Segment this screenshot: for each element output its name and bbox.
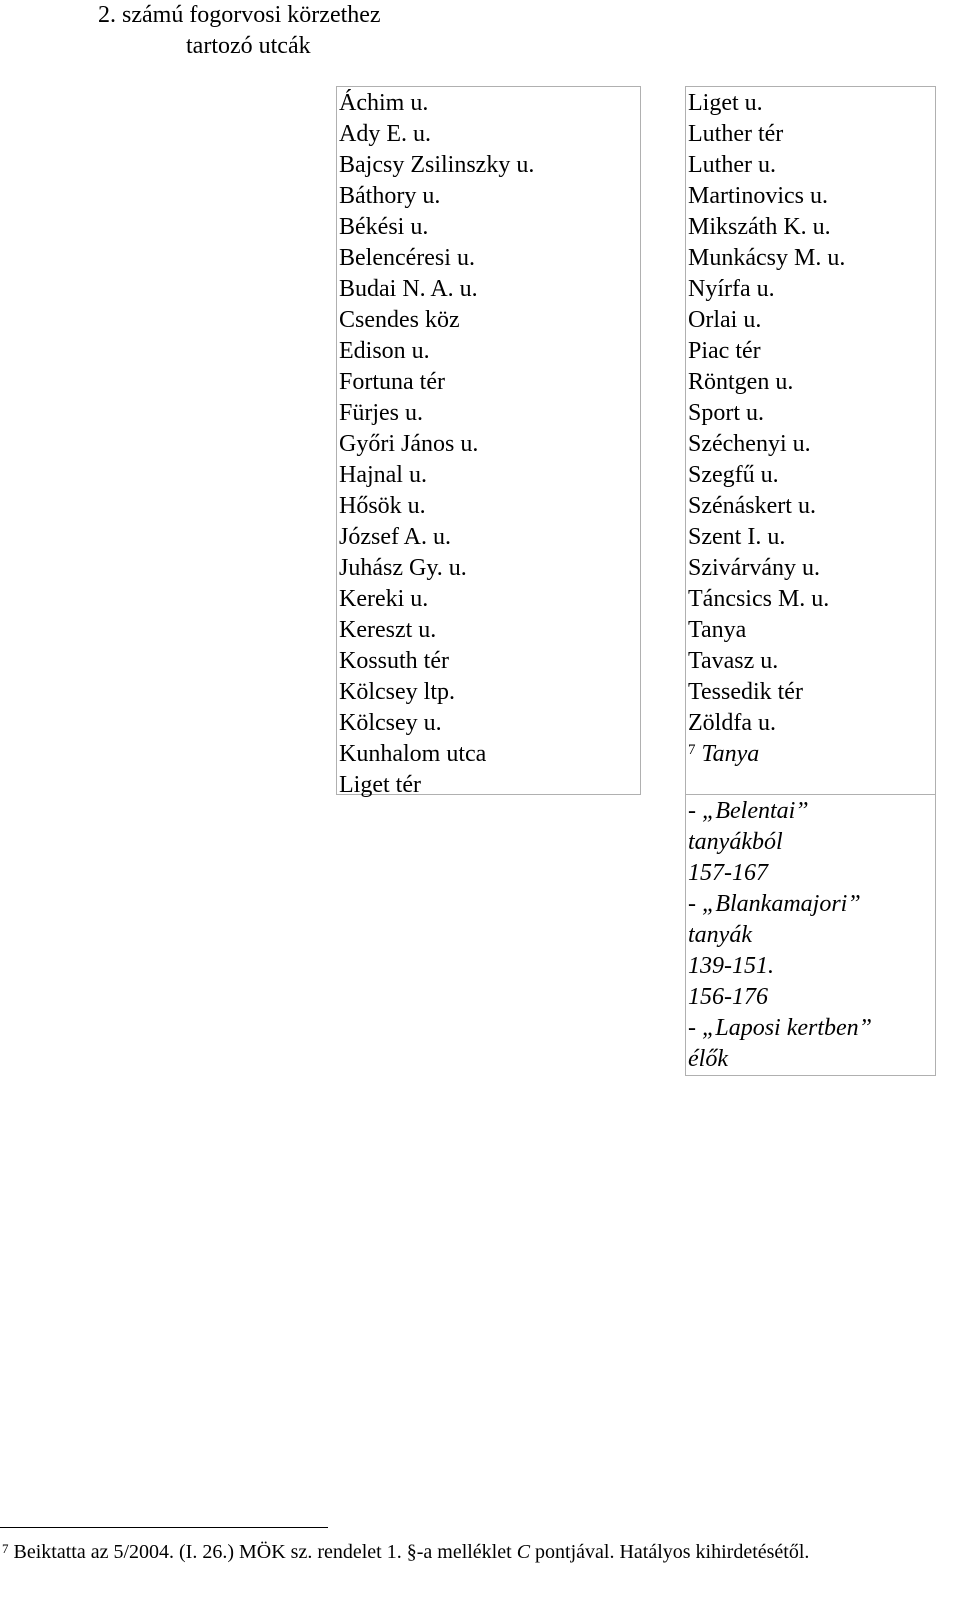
tanya-note-line: 139-151. xyxy=(688,953,774,979)
street-name: Piac tér xyxy=(688,338,761,364)
street-name: Munkácsy M. u. xyxy=(688,245,846,271)
footnote-text-after: pontjával. Hatályos kihirdetésétől. xyxy=(530,1541,810,1563)
street-name: Táncsics M. u. xyxy=(688,586,830,612)
street-name: Kölcsey ltp. xyxy=(339,679,455,705)
street-name: Hősök u. xyxy=(339,493,426,519)
street-name: Szivárvány u. xyxy=(688,555,820,581)
street-name: Tessedik tér xyxy=(688,679,803,705)
street-name: Sport u. xyxy=(688,400,765,426)
footnote-text-before: Beiktatta az 5/2004. (I. 26.) MÖK sz. rendelet 1. §-a melléklet xyxy=(13,1541,517,1563)
street-name: Liget tér xyxy=(339,772,421,798)
tanya-notes-cell xyxy=(685,794,936,1076)
street-name: Budai N. A. u. xyxy=(339,276,478,302)
street-name: Nyírfa u. xyxy=(688,276,775,302)
street-list-left-cell xyxy=(336,86,641,798)
street-list-right-cell xyxy=(685,86,936,795)
street-name: Mikszáth K. u. xyxy=(688,214,831,240)
tanya-note-line: tanyákból xyxy=(688,829,783,855)
footnote xyxy=(2,1539,809,1565)
street-list-right xyxy=(688,88,935,739)
street-name: Martinovics u. xyxy=(688,183,828,209)
street-name: József A. u. xyxy=(339,524,451,550)
street-name: Szent I. u. xyxy=(688,524,786,550)
street-name: Liget u. xyxy=(688,90,763,116)
footnote-ref-7: 7 xyxy=(688,742,696,758)
street-name: Áchim u. xyxy=(339,90,429,116)
street-name: Kölcsey u. xyxy=(339,710,442,736)
street-name: Csendes köz xyxy=(339,307,460,333)
tanya-note-line: 157-167 xyxy=(688,860,768,886)
street-name: Kunhalom utca xyxy=(339,741,487,767)
heading-line-2: tartozó utcák xyxy=(186,33,311,59)
street-name: Zöldfa u. xyxy=(688,710,776,736)
street-name: Hajnal u. xyxy=(339,462,427,488)
street-name: Győri János u. xyxy=(339,431,479,457)
document-heading xyxy=(98,0,381,62)
street-name: Belencéresi u. xyxy=(339,245,475,271)
street-name: Báthory u. xyxy=(339,183,441,209)
street-name: Széchenyi u. xyxy=(688,431,811,457)
street-name: Szénáskert u. xyxy=(688,493,816,519)
street-name: Bajcsy Zsilinszky u. xyxy=(339,152,535,178)
street-name: Orlai u. xyxy=(688,307,762,333)
street-name: Juhász Gy. u. xyxy=(339,555,467,581)
street-name: Luther u. xyxy=(688,152,776,178)
street-name: Kossuth tér xyxy=(339,648,449,674)
street-name: Békési u. xyxy=(339,214,429,240)
tanya-note-line: tanyák xyxy=(688,922,752,948)
amended-entry xyxy=(688,739,935,770)
street-name: Tavasz u. xyxy=(688,648,779,674)
street-name: Edison u. xyxy=(339,338,430,364)
street-name: Fortuna tér xyxy=(339,369,445,395)
heading-line-1: 2. számú fogorvosi körzethez xyxy=(98,2,381,28)
street-name: Kereszt u. xyxy=(339,617,437,643)
street-name: Szegfű u. xyxy=(688,462,779,488)
street-name: Kereki u. xyxy=(339,586,429,612)
street-name: Tanya xyxy=(688,617,747,643)
footnote-separator xyxy=(0,1527,328,1528)
footnote-marker: 7 xyxy=(2,1541,9,1556)
street-list-left xyxy=(339,88,640,801)
tanya-note-line: - „Blankamajori” xyxy=(688,891,861,917)
tanya-note-line: élők xyxy=(688,1046,728,1072)
footnote-italic-letter: C xyxy=(516,1541,531,1563)
street-name: Ady E. u. xyxy=(339,121,431,147)
street-name: Röntgen u. xyxy=(688,369,794,395)
amended-entry-text: Tanya xyxy=(701,741,760,767)
tanya-notes xyxy=(688,796,935,1075)
tanya-note-line: - „Laposi kertben” xyxy=(688,1015,873,1041)
street-name: Fürjes u. xyxy=(339,400,423,426)
tanya-note-line: 156-176 xyxy=(688,984,768,1010)
street-name: Luther tér xyxy=(688,121,784,147)
tanya-note-line: - „Belentai” xyxy=(688,798,809,824)
